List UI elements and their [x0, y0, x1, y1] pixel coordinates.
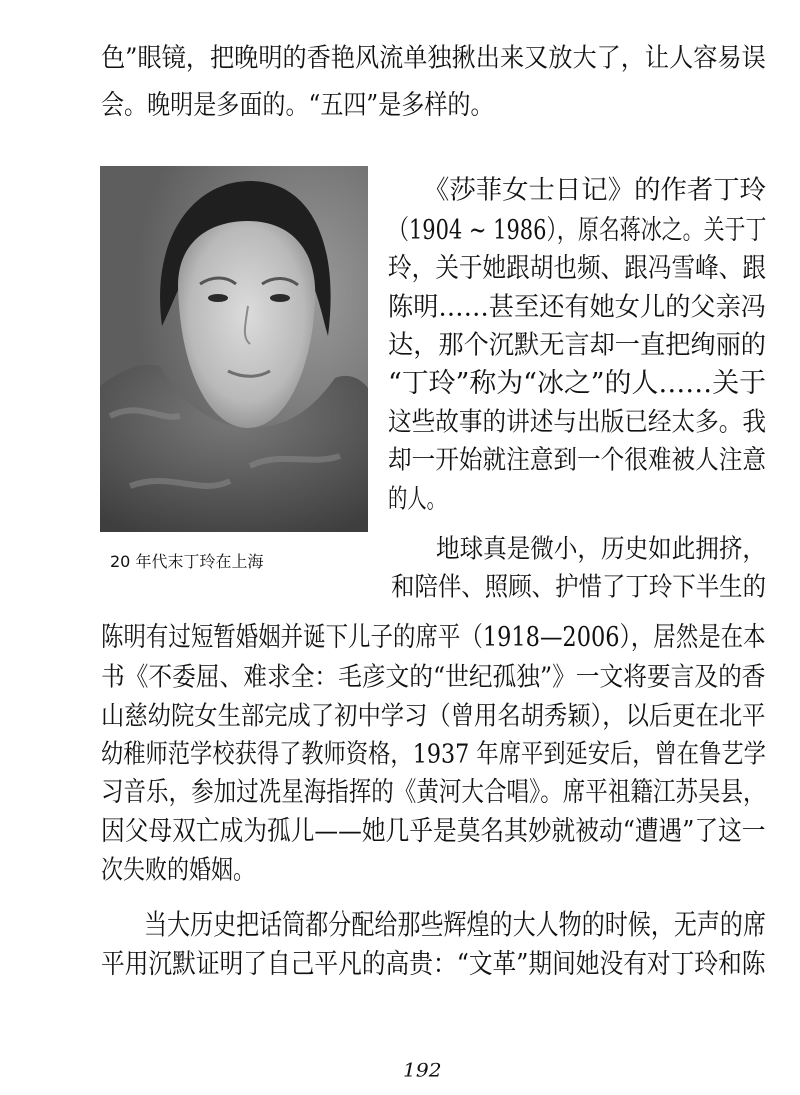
text-line: 陈明有过短暂婚姻并诞下儿子的席平（1918—2006），居然是在本	[101, 622, 766, 654]
text-line: 因父母双亡成为孤儿——她几乎是莫名其妙就被动“遭遇”了这一	[101, 816, 766, 848]
text-line: （1904 ~ 1986），原名蒋冰之。关于丁	[388, 215, 767, 247]
text-line: 和陪伴、照顾、护惜了丁玲下半生的	[391, 572, 766, 603]
photo-caption: 20 年代末丁玲在上海	[110, 552, 264, 571]
text-line: 却一开始就注意到一个很难被人注意	[388, 445, 766, 476]
text-line: 色”眼镜，把晚明的香艳风流单独揪出来又放大了，让人容易误	[101, 43, 766, 74]
text-line: 陈明……甚至还有她女儿的父亲冯	[388, 292, 766, 323]
text-line: 《莎菲女士日记》的作者丁玲	[423, 175, 766, 206]
text-line: 的人。	[388, 484, 446, 515]
portrait-photo	[100, 166, 368, 532]
text-line: 山慈幼院女生部完成了初中学习（曾用名胡秀颖），以后更在北平	[101, 701, 766, 732]
text-line: 幼稚师范学校获得了教师资格，1937 年席平到延安后，曾在鲁艺学	[101, 739, 766, 770]
text-line: “丁玲”称为“冰之”的人……关于	[388, 368, 767, 400]
text-line: 达，那个沉默无言却一直把绚丽的	[388, 330, 766, 361]
text-line: 这些故事的讲述与出版已经太多。我	[388, 407, 766, 438]
text-line: 会。晚明是多面的。“五四”是多样的。	[101, 90, 494, 122]
text-line: 当大历史把话筒都分配给那些辉煌的大人物的时候，无声的席	[144, 909, 766, 942]
text-line: 习音乐，参加过冼星海指挥的《黄河大合唱》。席平祖籍江苏吴县，	[101, 777, 766, 809]
text-line: 次失败的婚姻。	[101, 855, 255, 886]
text-line: 地球真是微小，历史如此拥挤，	[436, 534, 766, 565]
text-line: 平用沉默证明了自己平凡的高贵：“文革”期间她没有对丁玲和陈	[101, 949, 766, 981]
page-number: 192	[403, 1059, 442, 1083]
text-line: 书《不委屈、难求全：毛彦文的“世纪孤独”》一文将要言及的香	[101, 662, 766, 693]
text-line: 玲，关于她跟胡也频、跟冯雪峰、跟	[388, 253, 766, 285]
